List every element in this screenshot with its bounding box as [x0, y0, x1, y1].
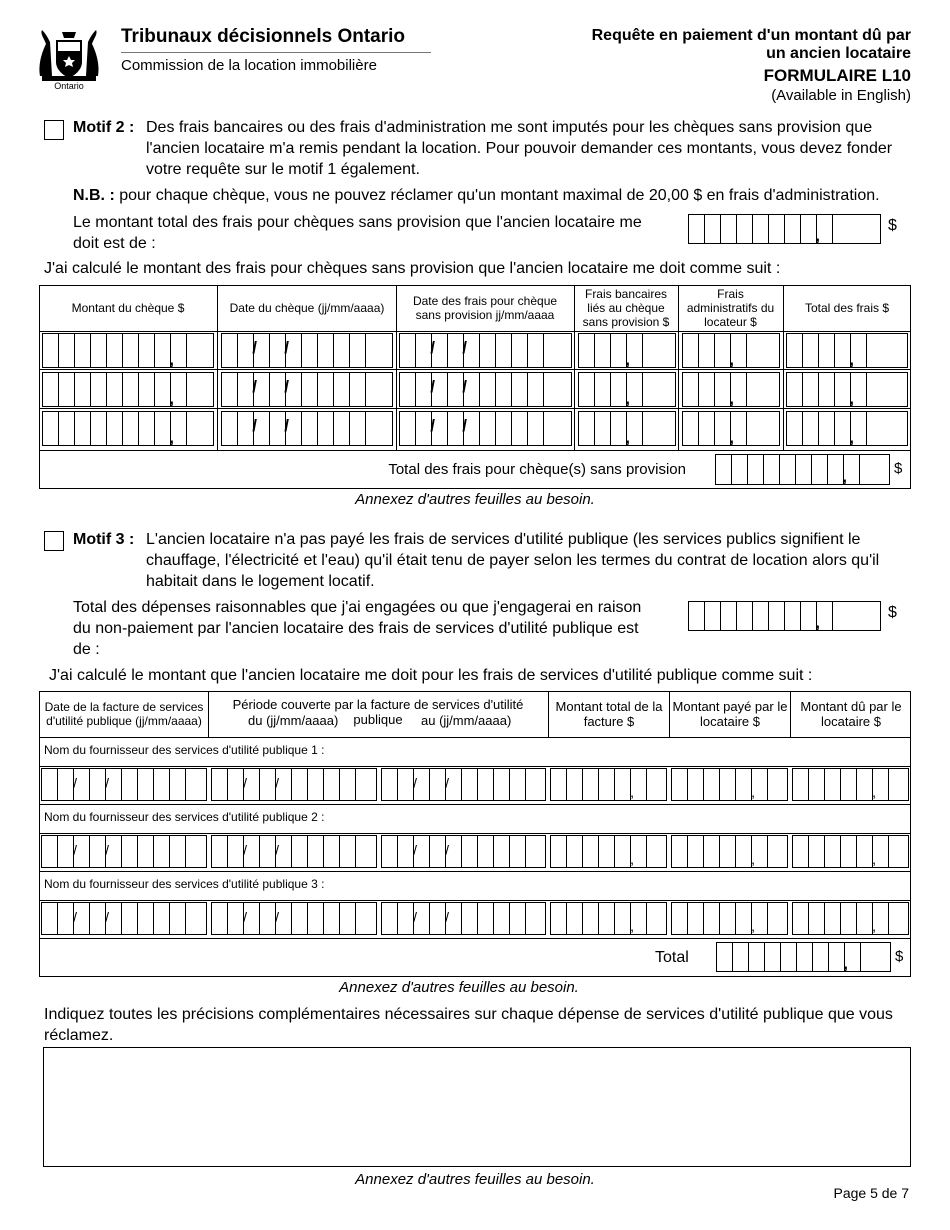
utilities-col-divider — [548, 691, 549, 737]
utility-invoice-total-input[interactable] — [550, 835, 667, 868]
utility-provider-label: Nom du fournisseur des services d'utilité publique 2 : — [44, 810, 325, 824]
reason-3-checkbox[interactable] — [44, 531, 64, 551]
nsf-col-divider — [783, 285, 784, 450]
admin-fee-input[interactable] — [682, 411, 780, 446]
logo-caption: Ontario — [54, 81, 84, 91]
utility-row-rule — [39, 766, 911, 767]
details-textarea[interactable] — [43, 1047, 911, 1167]
utility-period-from-input[interactable] — [211, 835, 377, 868]
utility-period-from-input[interactable] — [211, 768, 377, 801]
nsf-col-divider — [574, 285, 575, 450]
nb-text: pour chaque chèque, vous ne pouvez réclamer qu'un montant maximal de 20,00 $ en frais d'administration. — [119, 187, 880, 204]
utility-invoice-date-input[interactable] — [41, 835, 207, 868]
details-attach-note: Annexez d'autres feuilles au besoin. — [355, 1171, 595, 1188]
utility-provider-label: Nom du fournisseur des services d'utilité publique 1 : — [44, 743, 325, 757]
utility-period-to-input[interactable] — [381, 902, 546, 935]
nsf-col-divider — [396, 285, 397, 450]
utilities-total-rule — [39, 938, 911, 939]
utilities-total-input[interactable] — [716, 942, 891, 972]
reason-3-total-input[interactable] — [688, 601, 881, 631]
utilities-header-invoice-date: Date de la facture de services d'utilité publique (jj/mm/aaaa) — [44, 700, 204, 728]
cheque-amount-input[interactable] — [42, 372, 214, 407]
board-name: Commission de la location immobilière — [121, 57, 377, 74]
bank-fee-input[interactable] — [578, 333, 676, 368]
available-in-english: (Available in English) — [771, 87, 911, 104]
bank-fee-input[interactable] — [578, 372, 676, 407]
nsf-header-amount: Montant du chèque $ — [71, 301, 185, 315]
nsf-col-divider — [678, 285, 679, 450]
utilities-header-owed: Montant dû par le locataire $ — [800, 699, 902, 729]
utilities-header-rule — [39, 737, 911, 738]
utilities-header-paid: Montant payé par le locataire $ — [672, 699, 788, 729]
reason-3-total-text: Total des dépenses raisonnables que j'ai engagées ou que j'engagerai en raison du non-paiement par l'ancien locataire des frais de services d'utilité publique est de : — [73, 599, 642, 658]
nsf-date-input[interactable] — [399, 333, 572, 368]
nsf-header-total-fees: Total des frais $ — [804, 301, 890, 315]
form-title: Requête en paiement d'un montant dû par un ancien locataire — [591, 27, 911, 62]
page-number: Page 5 de 7 — [833, 1185, 909, 1201]
reason-3-currency: $ — [888, 604, 897, 621]
reason-2-text: Des frais bancaires ou des frais d'administration me sont imputés pour les chèques sans provision que l'ancien locataire m'a remis pendant la location. Pour pouvoir demander ces montants, vous devez fonder votre requête sur le motif 1 également. — [146, 119, 893, 178]
utility-block-rule — [39, 871, 911, 872]
utility-owed-input[interactable] — [792, 768, 909, 801]
cheque-date-input[interactable] — [221, 372, 393, 407]
utility-invoice-total-input[interactable] — [550, 902, 667, 935]
row-total-fee-input[interactable] — [786, 372, 908, 407]
reason-2-checkbox[interactable] — [44, 120, 64, 140]
reason-2-total-text: Le montant total des frais pour chèques sans provision que l'ancien locataire me doit est de : — [73, 214, 642, 252]
utility-paid-input[interactable] — [671, 835, 788, 868]
details-prompt: Indiquez toutes les précisions complémentaires nécessaires sur chaque dépense de services d'utilité publique que vous réclamez. — [44, 1006, 893, 1044]
nsf-total-label: Total des frais pour chèque(s) sans provision — [388, 461, 686, 478]
cheque-amount-input[interactable] — [42, 411, 214, 446]
reason-2-total-input[interactable] — [688, 214, 881, 244]
header-divider — [121, 52, 431, 53]
nsf-row-rule — [39, 408, 911, 409]
utility-paid-input[interactable] — [671, 768, 788, 801]
utilities-header-period-from: du (jj/mm/aaaa) — [248, 713, 339, 728]
utility-provider-label: Nom du fournisseur des services d'utilité publique 3 : — [44, 877, 325, 891]
utility-period-to-input[interactable] — [381, 768, 546, 801]
utility-paid-input[interactable] — [671, 902, 788, 935]
admin-fee-input[interactable] — [682, 372, 780, 407]
utility-block-rule — [39, 804, 911, 805]
tribunal-name: Tribunaux décisionnels Ontario — [121, 26, 405, 47]
nsf-table-header-rule — [39, 331, 911, 332]
nsf-date-input[interactable] — [399, 411, 572, 446]
utilities-attach-note: Annexez d'autres feuilles au besoin. — [339, 979, 579, 996]
nsf-attach-note: Annexez d'autres feuilles au besoin. — [355, 491, 595, 508]
cheque-date-input[interactable] — [221, 411, 393, 446]
utility-row-rule — [39, 833, 911, 834]
utility-period-to-input[interactable] — [381, 835, 546, 868]
nsf-header-admin-fees: Frais administratifs du locateur $ — [686, 287, 775, 329]
nsf-row-rule — [39, 369, 911, 370]
row-total-fee-input[interactable] — [786, 411, 908, 446]
form-number: FORMULAIRE L10 — [763, 66, 911, 85]
nsf-header-cheque-date: Date du chèque (jj/mm/aaaa) — [229, 301, 385, 315]
utility-invoice-date-input[interactable] — [41, 768, 207, 801]
reason-2-currency: $ — [888, 217, 897, 234]
utilities-header-invoice-total: Montant total de la facture $ — [555, 699, 663, 729]
utility-invoice-total-input[interactable] — [550, 768, 667, 801]
reason-3-calc-text: J'ai calculé le montant que l'ancien locataire me doit pour les frais de services d'utilité publique comme suit : — [49, 667, 813, 684]
bank-fee-input[interactable] — [578, 411, 676, 446]
utilities-header-period-to: au (jj/mm/aaaa) — [421, 713, 512, 728]
nsf-date-input[interactable] — [399, 372, 572, 407]
nsf-header-nsf-date: Date des frais pour chèque sans provision jj/mm/aaaa — [412, 294, 558, 322]
cheque-amount-input[interactable] — [42, 333, 214, 368]
utility-owed-input[interactable] — [792, 835, 909, 868]
utility-period-from-input[interactable] — [211, 902, 377, 935]
nsf-col-divider — [217, 285, 218, 450]
nsf-header-bank-fees: Frais bancaires liés au chèque sans provision $ — [582, 287, 670, 329]
reason-2-label: Motif 2 : — [73, 119, 135, 136]
nb-label: N.B. : — [73, 187, 115, 204]
nsf-table-total-rule — [39, 450, 911, 451]
utilities-col-divider — [669, 691, 670, 737]
utilities-total-currency: $ — [895, 948, 904, 965]
utilities-total-label: Total — [655, 949, 689, 966]
utilities-col-divider — [790, 691, 791, 737]
reason-3-text: L'ancien locataire n'a pas payé les frais de services d'utilité publique (les services publics signifient le chauffage, l'électricité et l'eau) qu'il était tenu de payer selon les termes du contrat de location alors qu'il habitait dans le logement locatif. — [146, 531, 880, 590]
reason-3-label: Motif 3 : — [73, 531, 135, 548]
nb-note — [73, 185, 923, 206]
reason-2-calc-text: J'ai calculé le montant des frais pour chèques sans provision que l'ancien locataire me doit comme suit : — [44, 260, 781, 277]
utility-row-rule — [39, 900, 911, 901]
utility-owed-input[interactable] — [792, 902, 909, 935]
admin-fee-input[interactable] — [682, 333, 780, 368]
nsf-total-currency: $ — [894, 460, 903, 477]
nsf-total-input[interactable] — [715, 454, 890, 485]
cheque-date-input[interactable] — [221, 333, 393, 368]
utility-invoice-date-input[interactable] — [41, 902, 207, 935]
row-total-fee-input[interactable] — [786, 333, 908, 368]
utilities-header-period: Période couverte par la facture de services d'utilité publique — [232, 697, 524, 727]
